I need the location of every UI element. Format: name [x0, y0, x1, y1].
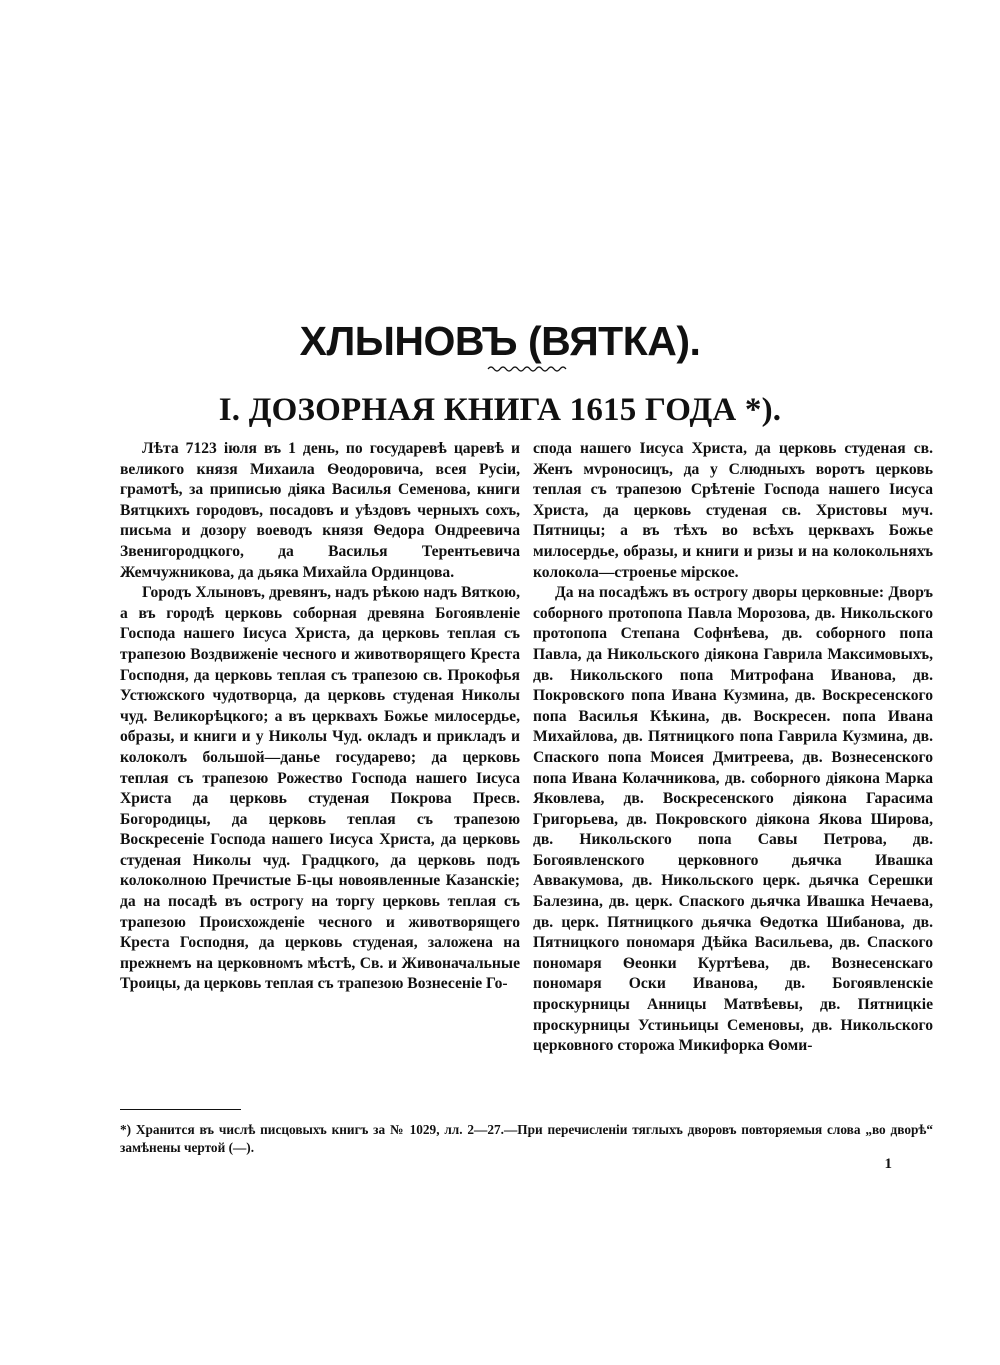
paragraph: Городъ Хлыновъ, древянъ, надъ рѣкою надъ Вяткою, а въ городѣ церковь соборная древяна Богоявленiе Господа нашего Iисуса Христа, да церковь теплая съ трапезою Воздвиженiе чесного и животворящего Креста Господня, да церковь теплая съ трапезою св. Прокофья Устюжского чудотворца, да церковь студеная Николы чуд. Великорѣцкого; а въ церквахъ Божье милосердье, образы, и книги и у Николы Чуд. окладъ и прикладъ и колоколъ большой—данье государево; да церковь теплая съ трапезою Рожество Господа нашего Iисуса Христа да церковь студеная Покрова Пресв. Богородицы, да церковь теплая съ трапезою Воскресенiе Господа нашего Iисуса Христа, да церковь студеная Николы чуд. Градцкого, да церковь подъ колоколною Пречистые Б-цы новоявленные Казанскiе; да на посадѣ въ острогу на торгу церковь теплая съ трапезою Происхожденiе чесного и животворящего Креста Господня, да церковь студеная, заложена на прежнемъ на церковномъ мѣстѣ, Св. и Живоначальные Троицы, да церковь теплая съ трапезою Вознесенiе Го- — [120, 584, 520, 993]
paragraph: Да на посадѣжъ въ острогу дворы церковные: Дворъ соборного протопопа Павла Морозова, дв. Никольского протопопа Степана Софнѣева, дв. соборного попа Павла, да Никольского дiякона Гаврила Максимовыхъ, дв. Никольского попа Митрофана Иванова, дв. Покровского попа Ивана Кузмина, дв. Воскресенского попа Василья Кѣкина, дв. Воскресен. попа Ивана Михайлова, дв. Пятницкого попа Гаврила Кузмина, дв. Спаского попа Моисея Дмитреева, дв. Вознесенского попа Ивана Колачникова, дв. соборного дiякона Марка Яковлева, дв. Воскресенского дiякона Гарасима Григорьева, дв. Покровского дiякона Якова Широва, дв. Никольского попа Савы Петрова, дв. Богоявленского церковного дьячка Ивашка Аввакумова, дв. Никольского церк. дьячка Серешки Балезина, дв. церк. Спаского дьячка Ивашка Нечаева, дв. церк. Пятницкого дьячка Ѳедотка Шибанова, дв. Пятницкого пономаря Дѣйка Васильева, дв. Спаского пономаря Ѳеонки Куртѣева, дв. Вознесенскаго пономаря Оски Иванова, дв. Богоявленскiе проскурницы Анницы Матвѣевы, дв. Пятницкiе проскурницы Устиньицы Семеновы, дв. Никольского церковного сторожа Микифорка Ѳоми- — [533, 584, 933, 1055]
paragraph: Лѣта 7123 iюля въ 1 день, по государевѣ царевѣ и великого князя Михаила Ѳеодоровича, всея Русiи, грамотѣ, за приписью дiяка Василья Семенова, книги Вятцкихъ городовъ, посадовъ и уѣздовъ черныхъ сохъ, письма и дозору воеводъ князя Ѳедора Ондреевича Звенигородцкого, да Василья Терентьевича Жемчужникова, да дьяка Михайла Ординцова. — [120, 440, 520, 581]
page-title: ХЛЫНОВЪ (ВЯТКА). — [299, 318, 701, 364]
text-column-left — [120, 439, 520, 995]
text-column-right — [533, 439, 933, 1057]
page-number: 1 — [884, 1156, 892, 1172]
footnote-divider — [120, 1109, 241, 1110]
footnote: *) Хранится въ числѣ писцовыхъ книгъ за № 1029, лл. 2—27.—При перечисленiи тяглыхъ дворовъ повторяемыя слова „во дворѣ“ замѣнены чертой (—). — [120, 1122, 933, 1155]
section-heading: I. ДОЗОРНАЯ КНИГА 1615 ГОДА *). — [218, 392, 782, 428]
paragraph: спода нашего Iисуса Христа, да церковь студеная св. Женъ мvроносицъ, да у Слюдныхъ воротъ церковь теплая съ трапезою Срѣтенiе Господа нашего Iисуса Христа, да церковь студеная св. Христовы муч. Пятницы; а въ тѣхъ во всѣхъ церквахъ Божье милосердье, образы, и книги и ризы и на колокольняхъ колокола—строенье мiрское. — [533, 440, 933, 581]
title-ornament — [486, 362, 568, 376]
